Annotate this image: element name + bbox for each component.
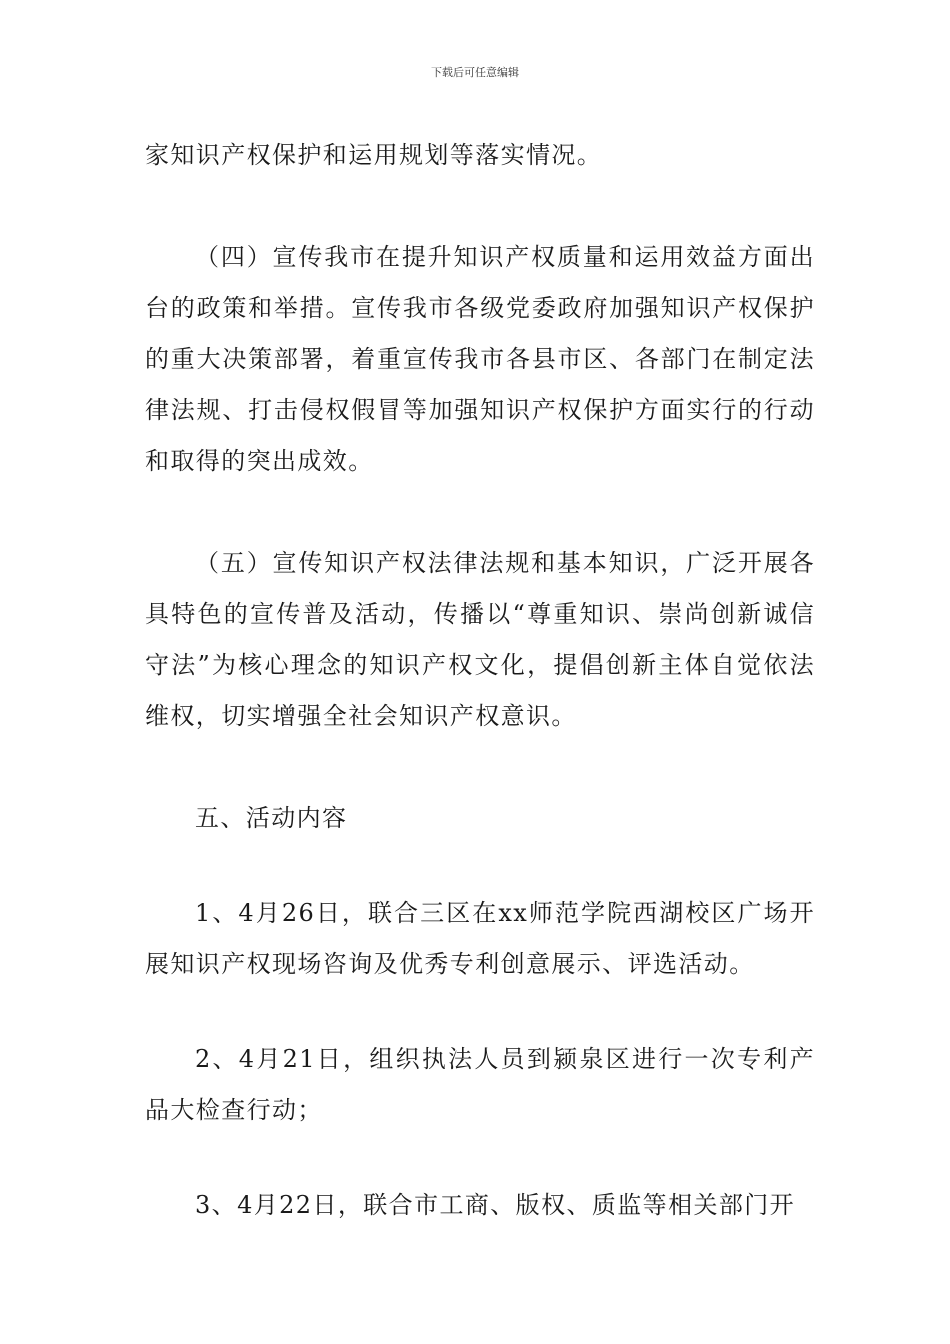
activity-item-1: 1、4月26日，联合三区在xx师范学院西湖校区广场开展知识产权现场咨询及优秀专利创意展示、评选活动。: [145, 899, 815, 978]
paragraph-item-4: （四）宣传我市在提升知识产权质量和运用效益方面出台的政策和举措。宣传我市各级党委政府加强知识产权保护的重大决策部署，着重宣传我市各县市区、各部门在制定法律法规、打击侵权假冒等加强知识产权保护方面实行的行动和取得的突出成效。: [145, 243, 815, 475]
document-body: [145, 130, 815, 1231]
activity-item-3: 3、4月22日，联合市工商、版权、质监等相关部门开: [195, 1191, 796, 1219]
activity-item-2: 2、4月21日，组织执法人员到颍泉区进行一次专利产品大检查行动；: [145, 1045, 815, 1124]
paragraph-continuation: 家知识产权保护和运用规划等落实情况。: [145, 141, 603, 169]
section-heading-activities: 五、活动内容: [195, 804, 348, 832]
paragraph-item-5: （五）宣传知识产权法律法规和基本知识，广泛开展各具特色的宣传普及活动，传播以“尊重知识、崇尚创新诚信守法”为核心理念的知识产权文化，提倡创新主体自觉依法维权，切实增强全社会知识产权意识。: [145, 549, 815, 730]
page-header: 下载后可任意编辑: [431, 66, 519, 79]
